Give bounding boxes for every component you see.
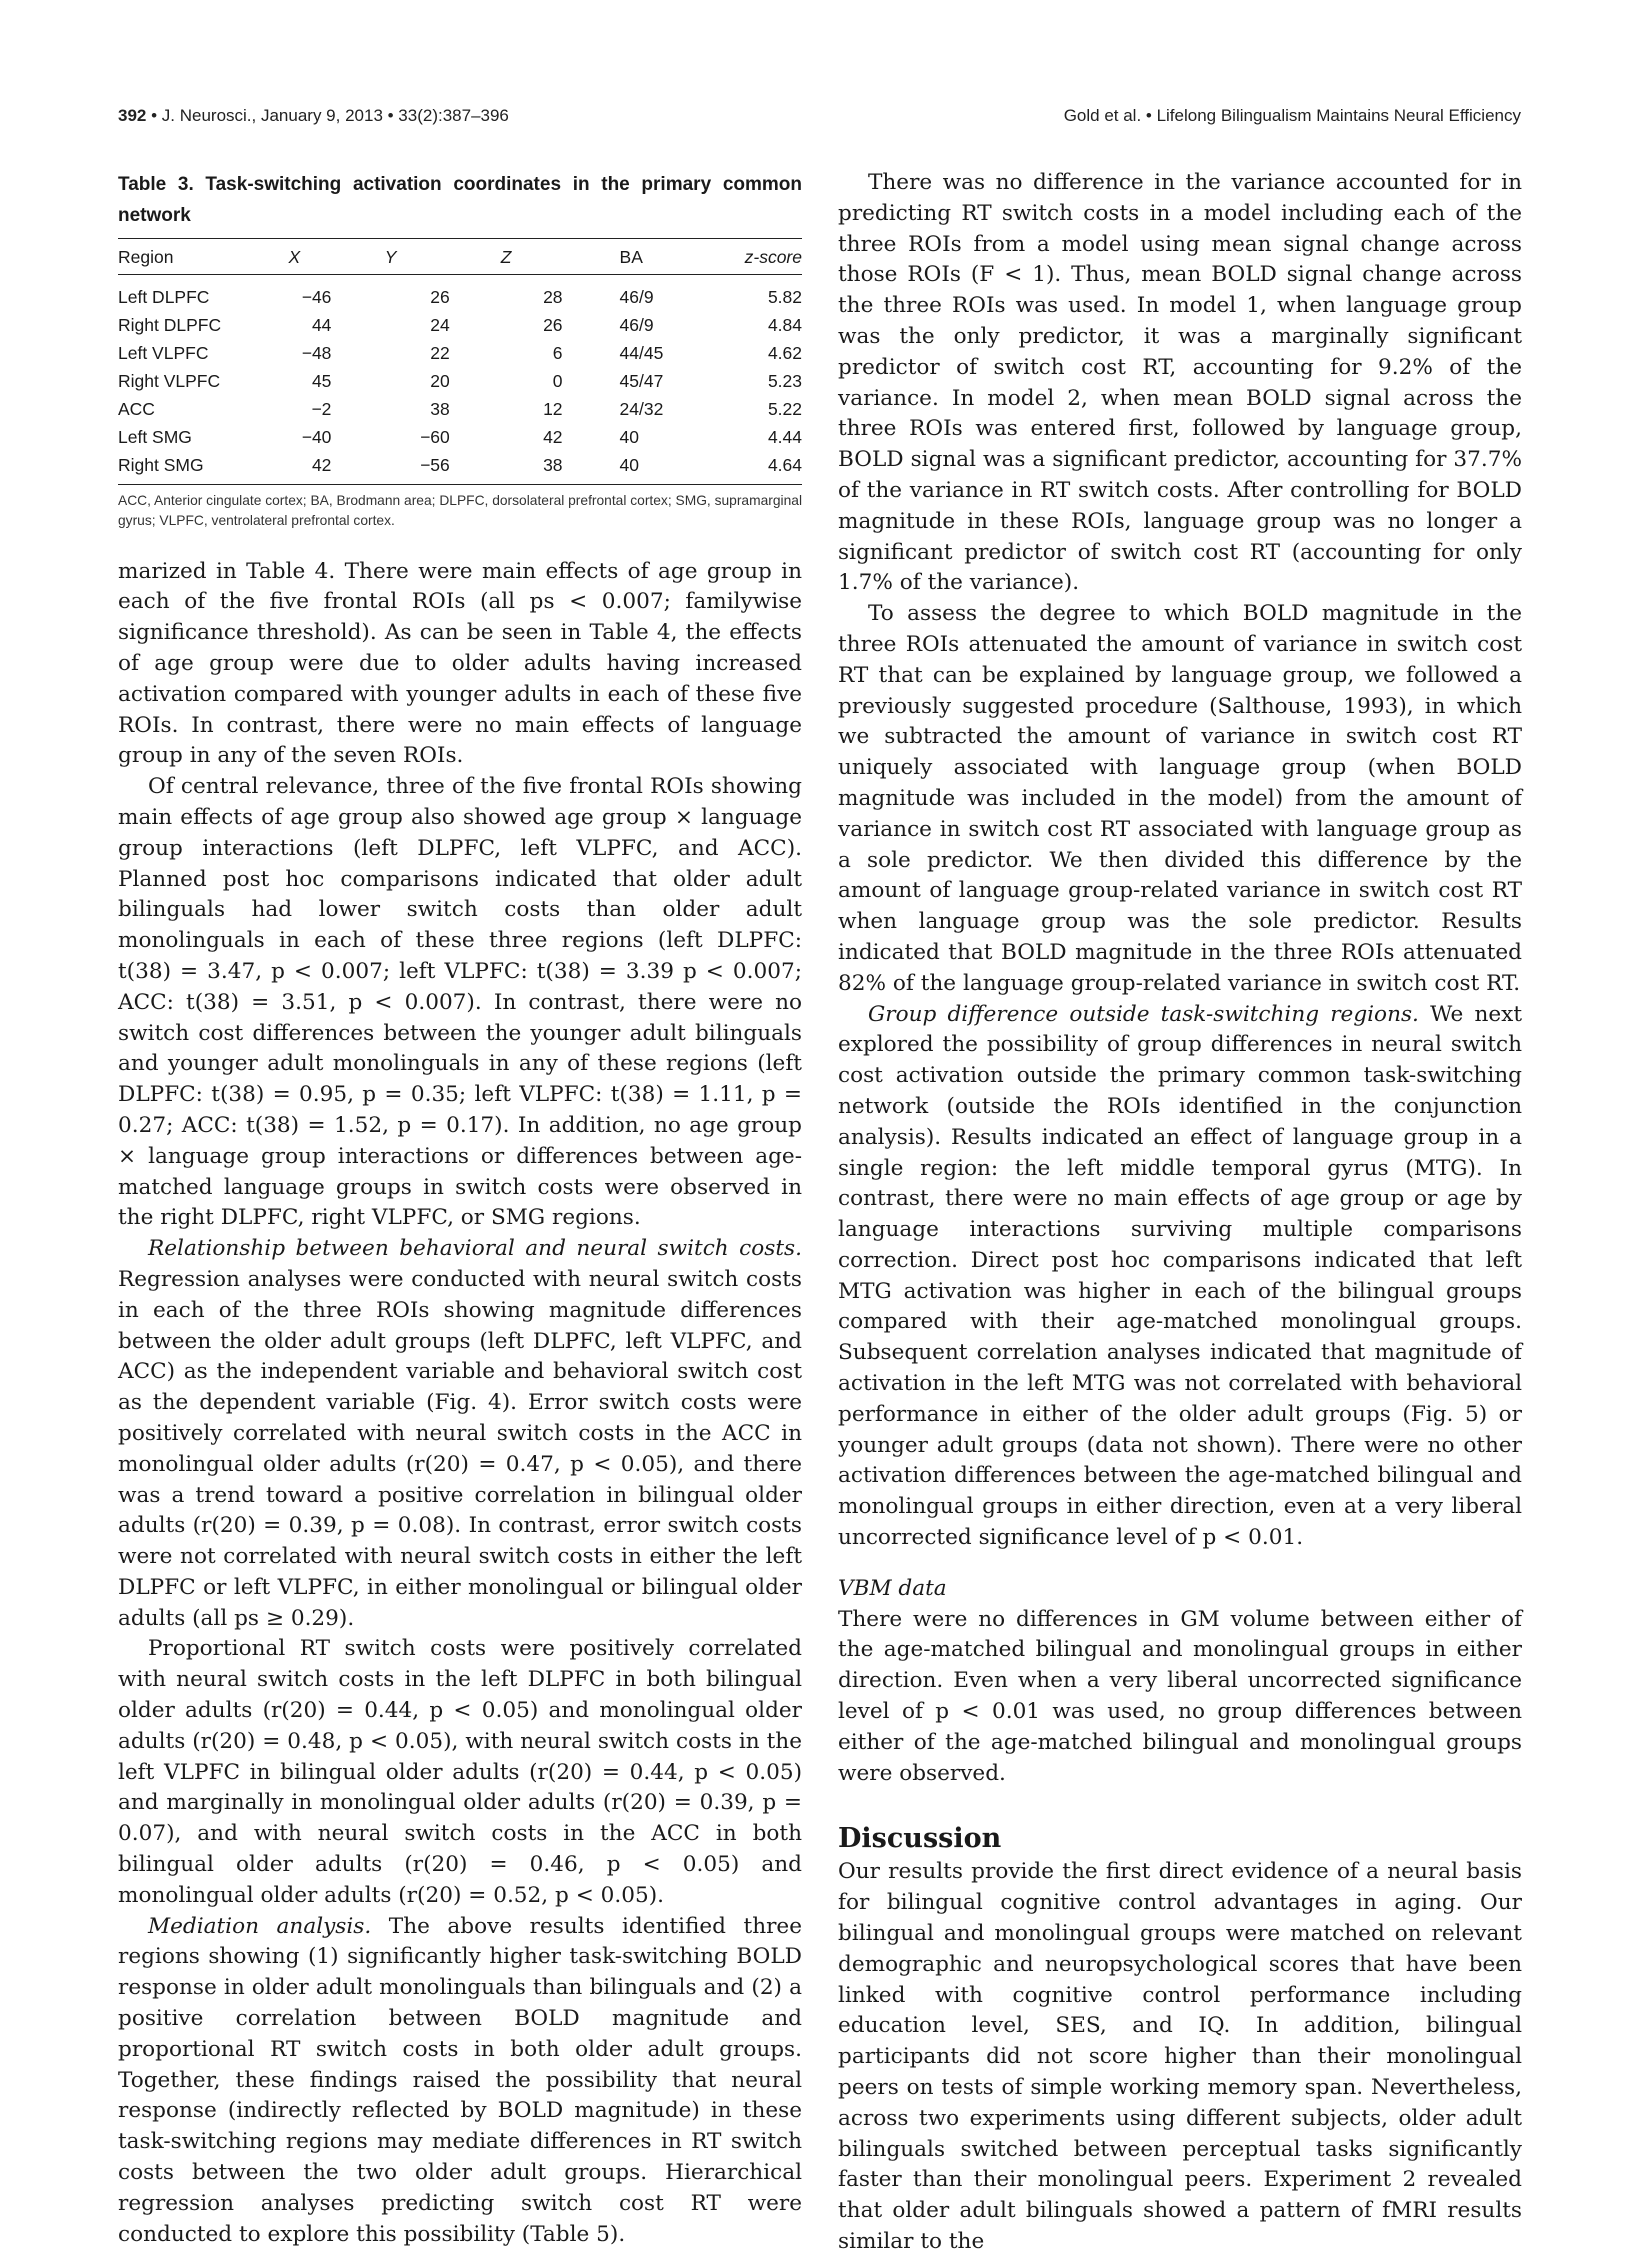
col-header-z: Z	[450, 238, 563, 274]
col-header-zscore: z-score	[700, 238, 802, 274]
table-row	[118, 423, 802, 451]
cell-y: 26	[430, 286, 450, 307]
cell-y: 24	[430, 314, 450, 335]
cell-zscore: 5.82	[767, 286, 802, 307]
cell-y: 20	[430, 370, 450, 391]
table-footnote: ACC, Anterior cingulate cortex; BA, Brodmann area; DLPFC, dorsolateral prefrontal cortex; SMG, supramarginal gyrus; VLPFC, ventrolateral prefrontal cortex.	[118, 492, 803, 528]
cell-region: Right SMG	[118, 451, 257, 485]
table-row	[118, 274, 802, 311]
body-paragraph	[118, 1912, 802, 2251]
cell-ba: 40	[619, 426, 639, 447]
body-paragraph: Proportional RT switch costs were positively correlated with neural switch costs in the left DLPFC in both bilingual older adults (r(20) = 0.44, p < 0.05) and monolingual older adults (r(20) = 0.48, p < 0.05), with neural switch costs in the left VLPFC in bilingual older adults (r(20) = 0.44, p < 0.05) and marginally in monolingual older adults (r(20) = 0.39, p = 0.07), and with neural switch costs in the ACC in both bilingual older adults (r(20) = 0.46, p < 0.05) and monolingual older adults (r(20) = 0.52, p < 0.05).	[118, 1636, 802, 1908]
cell-region: Left VLPFC	[118, 342, 209, 363]
cell-x: −46	[301, 286, 332, 307]
body-paragraph: Our results provide the first direct evidence of a neural basis for bilingual cognitive control advantages in aging. Our bilingual and monolingual groups were matched on relevant demographic and neuropsychological scores that have been linked with cognitive control performance including education level, SES, and IQ. In addition, bilingual participants did not score higher than their monolingual peers on tests of simple working memory span. Nevertheless, across two experiments using different subjects, older adult bilinguals switched between perceptual tasks significantly faster than their monolingual peers. Experiment 2 revealed that older adult bilinguals showed a pattern of fMRI results similar to the	[838, 1859, 1522, 2254]
cell-z: 6	[552, 342, 563, 363]
cell-ba: 44/45	[619, 342, 664, 363]
cell-z: 42	[543, 426, 563, 447]
body-paragraph: marized in Table 4. There were main effects of age group in each of the five frontal ROIs (all ps < 0.007; familywise significance threshold). As can be seen in Table 4, the effects of age group were due to older adults having increased activation compared with younger adults in each of these five ROIs. In contrast, there were no main effects of language group in any of the seven ROIs.	[118, 558, 802, 769]
body-paragraph	[118, 1234, 802, 1634]
cell-z: 26	[543, 314, 563, 335]
runin-heading: Relationship between behavioral and neural switch costs.	[148, 1236, 802, 1262]
paragraph-text: The above results identified three regions showing (1) significantly higher task-switching BOLD response in older adult monolinguals than bilinguals and (2) a positive correlation between BOLD magnitude and proportional RT switch costs in both older adult groups. Together, these findings raised the possibility that neural response (indirectly reflected by BOLD magnitude) in these task-switching regions may mediate differences in RT switch costs between the two older adult groups. Hierarchical regression analyses predicting switch cost RT were conducted to explore this possibility (Table 5).	[118, 1913, 802, 2247]
right-column	[838, 168, 1522, 2258]
cell-x: −48	[301, 342, 332, 363]
journal-citation: J. Neurosci., January 9, 2013 • 33(2):387–396	[161, 106, 509, 125]
cell-y: −60	[420, 426, 450, 447]
cell-ba: 46/9	[619, 286, 654, 307]
cell-zscore: 5.22	[767, 398, 802, 419]
cell-x: 44	[311, 314, 332, 335]
body-paragraph	[838, 1000, 1522, 1554]
cell-y: 38	[430, 398, 450, 419]
table-row	[118, 451, 802, 485]
table-row	[118, 311, 802, 339]
cell-zscore: 4.84	[767, 314, 802, 335]
coordinates-table	[118, 238, 802, 485]
cell-z: 28	[543, 286, 563, 307]
col-header-ba: BA	[563, 238, 700, 274]
cell-x: −40	[301, 426, 332, 447]
body-paragraph: There was no difference in the variance accounted for in predicting RT switch costs in a model including each of the three ROIs from a model using mean signal change across those ROIs (F < 1). Thus, mean BOLD signal change across the three ROIs was used. In model 1, when language group was the only predictor, it was a marginally significant predictor of switch cost RT, accounting for 9.2% of the variance. In model 2, when mean BOLD signal across the three ROIs was entered first, followed by language group, BOLD signal was a significant predictor, accounting for 37.7% of the variance in RT switch costs. After controlling for BOLD magnitude in these ROIs, language group was no longer a significant predictor of switch cost RT (accounting for only 1.7% of the variance).	[838, 170, 1522, 596]
left-column	[118, 170, 802, 2250]
table-row	[118, 367, 802, 395]
cell-region: ACC	[118, 398, 155, 419]
cell-region: Left DLPFC	[118, 286, 210, 307]
cell-y: −56	[331, 451, 449, 485]
table-header-row	[118, 238, 802, 274]
cell-ba: 46/9	[619, 314, 654, 335]
cell-y: 22	[430, 342, 450, 363]
cell-zscore: 5.23	[767, 370, 802, 391]
paragraph-text: Regression analyses were conducted with neural switch costs in each of the three ROIs showing magnitude differences between the older adult groups (left DLPFC, left VLPFC, and ACC) as the independent variable and behavioral switch cost as the dependent variable (Fig. 4). Error switch costs were positively correlated with neural switch costs in the ACC in monolingual older adults (r(20) = 0.47, p < 0.05), and there was a trend toward a positive correlation in bilingual older adults (r(20) = 0.39, p = 0.08). In contrast, error switch costs were not correlated with neural switch costs in either the left DLPFC or left VLPFC, in either monolingual or bilingual older adults (all ps ≥ 0.29).	[118, 1266, 802, 1631]
cell-x: −2	[311, 398, 332, 419]
running-title: Gold et al. • Lifelong Bilingualism Maintains Neural Efficiency	[1063, 106, 1521, 125]
cell-x: 45	[311, 370, 332, 391]
cell-region: Right VLPFC	[118, 370, 221, 391]
body-paragraph: There were no differences in GM volume between either of the age-matched bilingual and monolingual groups in either direction. Even when a very liberal uncorrected significance level of p < 0.01 was used, no group differences between either of the age-matched bilingual and monolingual groups were observed.	[838, 1606, 1522, 1786]
body-paragraph: To assess the degree to which BOLD magnitude in the three ROIs attenuated the amount of variance in switch cost RT that can be explained by language group, we followed a previously suggested procedure (Salthouse, 1993), in which we subtracted the amount of variance in switch cost RT uniquely associated with language group (when BOLD magnitude was included in the model) from the amount of variance in switch cost RT associated with language group as a sole predictor. We then divided this difference by the amount of language group-related variance in switch cost RT when language group was the sole predictor. Results indicated that BOLD magnitude in the three ROIs attenuated 82% of the language group-related variance in switch cost RT.	[838, 601, 1522, 996]
cell-region: Right DLPFC	[118, 314, 222, 335]
section-heading: Discussion	[838, 1823, 1002, 1855]
table-title: Table 3. Task-switching activation coordinates in the primary common network	[118, 174, 802, 226]
table-row	[118, 339, 802, 367]
cell-ba: 24/32	[619, 398, 664, 419]
cell-z: 12	[543, 398, 563, 419]
cell-x: 42	[257, 451, 331, 485]
cell-region: Left SMG	[118, 426, 192, 447]
runin-heading: Mediation analysis.	[148, 1913, 372, 1939]
page-number: 392	[118, 106, 147, 125]
subsection-heading: VBM data	[838, 1575, 947, 1601]
body-paragraph: Of central relevance, three of the five frontal ROIs showing main effects of age group also showed age group × language group interactions (left DLPFC, left VLPFC, and ACC). Planned post hoc comparisons indicated that older adult bilinguals had lower switch costs than older adult monolinguals in each of these three regions (left DLPFC: t(38) = 3.47, p < 0.007; left VLPFC: t(38) = 3.39 p < 0.007; ACC: t(38) = 3.51, p < 0.007). In contrast, there were no switch cost differences between the younger adult bilinguals and younger adult monolinguals in any of these regions (left DLPFC: t(38) = 0.95, p = 0.35; left VLPFC: t(38) = 1.11, p = 0.27; ACC: t(38) = 1.52, p = 0.17). In addition, no age group × language group interactions or differences between age-matched language groups in switch costs were observed in the right DLPFC, right VLPFC, or SMG regions.	[118, 774, 802, 1231]
cell-z: 0	[552, 370, 563, 391]
col-header-x: X	[257, 238, 331, 274]
cell-ba: 40	[563, 451, 700, 485]
col-header-y: Y	[331, 238, 449, 274]
table-row	[118, 395, 802, 423]
paragraph-text: We next explored the possibility of group differences in neural switch cost activation outside the primary common task-switching network (outside the ROIs identified in the conjunction analysis). Results indicated an effect of language group in a single region: the left middle temporal gyrus (MTG). In contrast, there were no main effects of age group or age by language interactions surviving multiple comparisons correction. Direct post hoc comparisons indicated that left MTG activation was higher in each of the bilingual groups compared with their age-matched monolingual groups. Subsequent correlation analyses indicated that magnitude of activation in the left MTG was not correlated with behavioral performance in either of the older adult groups (Fig. 5) or younger adult groups (data not shown). There were no other activation differences between the age-matched bilingual and monolingual groups in either direction, even at a very liberal uncorrected significance level of p < 0.01.	[838, 1001, 1522, 1551]
cell-z: 38	[450, 451, 563, 485]
runin-heading: Group difference outside task-switching regions.	[868, 1001, 1419, 1027]
cell-ba: 45/47	[619, 370, 664, 391]
cell-zscore: 4.64	[700, 451, 802, 485]
col-header-region: Region	[118, 238, 257, 274]
cell-zscore: 4.44	[767, 426, 802, 447]
cell-zscore: 4.62	[767, 342, 802, 363]
page-header-left: 392 • J. Neurosci., January 9, 2013 • 33(2):387–396	[118, 106, 509, 125]
